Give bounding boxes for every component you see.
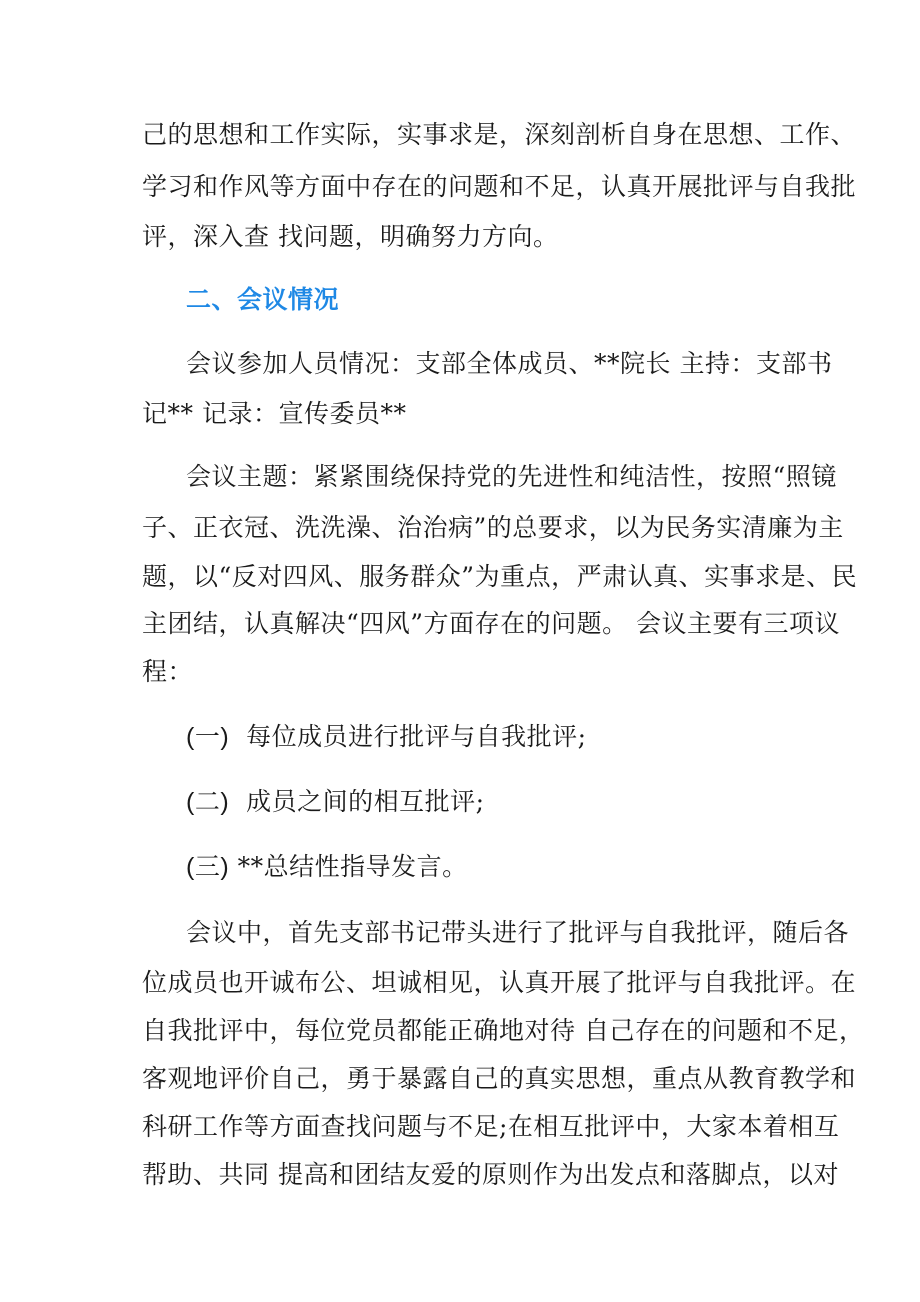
paragraph-4-line-1: 会议中，首先支部书记带头进行了批评与自我批评，随后各 (186, 918, 850, 947)
paragraph-3-line-2: 子、正衣冠、洗洗澡、治治病”的总要求，以为民务实清廉为主 (142, 513, 844, 542)
paragraph-4-line-2: 位成员也开诚布公、坦诚相见，认真开展了批评与自我批评。在 (142, 968, 857, 997)
paragraph-2-line-2: 记** 记录：宣传委员** (142, 399, 407, 428)
agenda-item-text: 每位成员进行批评与自我批评; (246, 722, 587, 751)
paragraph-4-line-6: 帮助、共同 提高和团结友爱的原则作为出发点和落脚点，以对 (142, 1160, 839, 1189)
paragraph-1-line-1: 己的思想和工作实际，实事求是，深刻剖析自身在思想、工作、 (142, 120, 857, 149)
paragraph-3-line-4: 主团结，认真解决“四风”方面存在的问题。 会议主要有三项议 (142, 609, 841, 638)
agenda-item-text: **总结性指导发言。 (237, 852, 468, 881)
paragraph-3-line-5: 程： (142, 657, 194, 686)
agenda-item-number: (一) (186, 723, 230, 751)
agenda-item-1 (186, 720, 826, 754)
agenda-item-text: 成员之间的相互批评; (246, 787, 485, 816)
paragraph-1-line-3: 评，深入查 找问题，明确努力方向。 (142, 222, 559, 251)
paragraph-2-line-1: 会议参加人员情况：支部全体成员、**院长 主持：支部书 (186, 349, 833, 378)
agenda-item-2 (186, 785, 826, 819)
section-heading: 二、会议情况 (186, 285, 340, 314)
paragraph-4-line-3: 自我批评中，每位党员都能正确地对待 自己存在的问题和不足， (142, 1016, 865, 1045)
paragraph-3-line-3: 题，以“反对四风、服务群众”为重点，严肃认真、实事求是、民 (142, 562, 858, 591)
paragraph-3-line-1: 会议主题：紧紧围绕保持党的先进性和纯洁性，按照“照镜 (186, 462, 837, 491)
paragraph-4-line-5: 科研工作等方面查找问题与不足;在相互批评中，大家本着相互 (142, 1112, 840, 1141)
agenda-item-number: (二) (186, 788, 230, 816)
agenda-item-3 (186, 850, 826, 884)
agenda-item-number: (三) (186, 853, 230, 881)
paragraph-1-line-2: 学习和作风等方面中存在的问题和不足，认真开展批评与自我批 (142, 172, 857, 201)
paragraph-4-line-4: 客观地评价自己，勇于暴露自己的真实思想，重点从教育教学和 (142, 1064, 857, 1093)
